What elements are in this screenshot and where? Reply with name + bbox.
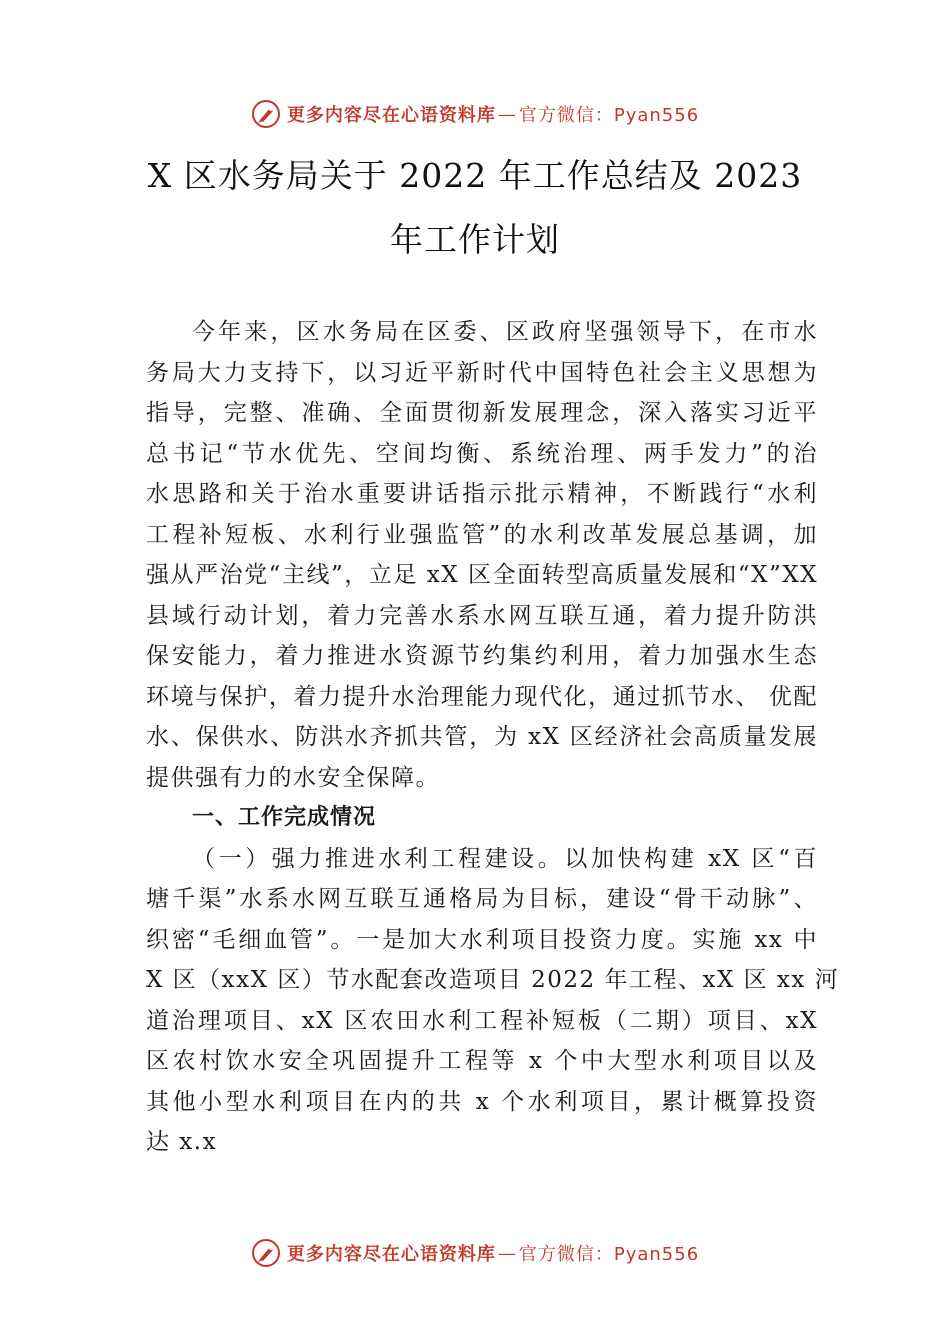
paragraph-1-line: 总书记“节水优先、空间均衡、系统治理、两手发力”的治 — [146, 440, 818, 467]
document-body — [146, 312, 840, 1163]
paragraph-1-line: 提供强有力的水安全保障。 — [146, 764, 440, 791]
paragraph-1-line: 水、保供水、防洪水齐抓共管，为 xX 区经济社会高质量发展 — [146, 724, 818, 750]
paragraph-1-line: 环境与保护，着力提升水治理能力现代化，通过抓节水、 优配 — [146, 683, 818, 710]
watermark-bottom — [0, 1233, 950, 1273]
paragraph-1-line: 务局大力支持下，以习近平新时代中国特色社会主义思想为 — [146, 359, 818, 386]
paragraph-1-line: 水思路和关于治水重要讲话指示批示精神，不断践行“水利 — [146, 481, 818, 507]
watermark-text: 更多内容尽在心语资料库 — [286, 105, 496, 126]
paragraph-2-line: 达 x.x — [146, 1129, 218, 1155]
watermark-contact: 官方微信：Pyan556 — [518, 105, 700, 126]
pen-nib-logo-icon — [251, 99, 281, 129]
section-heading: 一、工作完成情况 — [192, 805, 377, 830]
paragraph-1-line: 指导，完整、准确、全面贯彻新发展理念，深入落实习近平 — [146, 400, 818, 426]
paragraph-2-line: 织密“毛细血管”。一是加大水利项目投资力度。实施 xx 中 — [146, 926, 818, 953]
paragraph-1-line: 强从严治党“主线”，立足 xX 区全面转型高质量发展和“X”XX — [146, 562, 818, 588]
paragraph-2-line: 道治理项目、xX 区农田水利工程补短板（二期）项目、xX — [146, 1007, 818, 1034]
paragraph-1-line: 保安能力，着力推进水资源节约集约利用，着力加强水生态 — [146, 643, 818, 669]
paragraph-2-line: （一）强力推进水利工程建设。以加快构建 xX 区“百 — [192, 845, 818, 872]
watermark-text: 更多内容尽在心语资料库 — [286, 1244, 496, 1265]
pen-nib-logo-icon — [251, 1238, 281, 1268]
paragraph-2-line: 区农村饮水安全巩固提升工程等 x 个中大型水利项目以及 — [146, 1048, 818, 1074]
watermark-separator: — — [497, 1242, 517, 1264]
paragraph-1-line: 县域行动计划，着力完善水系水网互联互通，着力提升防洪 — [146, 602, 818, 629]
paragraph-1-line: 今年来，区水务局在区委、区政府坚强领导下，在市水 — [192, 319, 818, 345]
paragraph-2-line: X 区（xxX 区）节水配套改造项目 2022 年工程、xX 区 xx 河 — [146, 967, 840, 993]
watermark-top — [0, 94, 950, 134]
paragraph-2-line: 其他小型水利项目在内的共 x 个水利项目，累计概算投资 — [146, 1088, 818, 1115]
paragraph-1-line: 工程补短板、水利行业强监管”的水利改革发展总基调，加 — [146, 521, 818, 548]
watermark-separator: — — [497, 103, 517, 125]
document-title-line-2: 年工作计划 — [390, 220, 560, 259]
paragraph-2-line: 塘千渠”水系水网互联互通格局为目标，建设“骨干动脉”、 — [146, 886, 818, 912]
watermark-contact: 官方微信：Pyan556 — [518, 1244, 700, 1265]
document-title-line-1: X 区水务局关于 2022 年工作总结及 2023 — [147, 156, 803, 195]
